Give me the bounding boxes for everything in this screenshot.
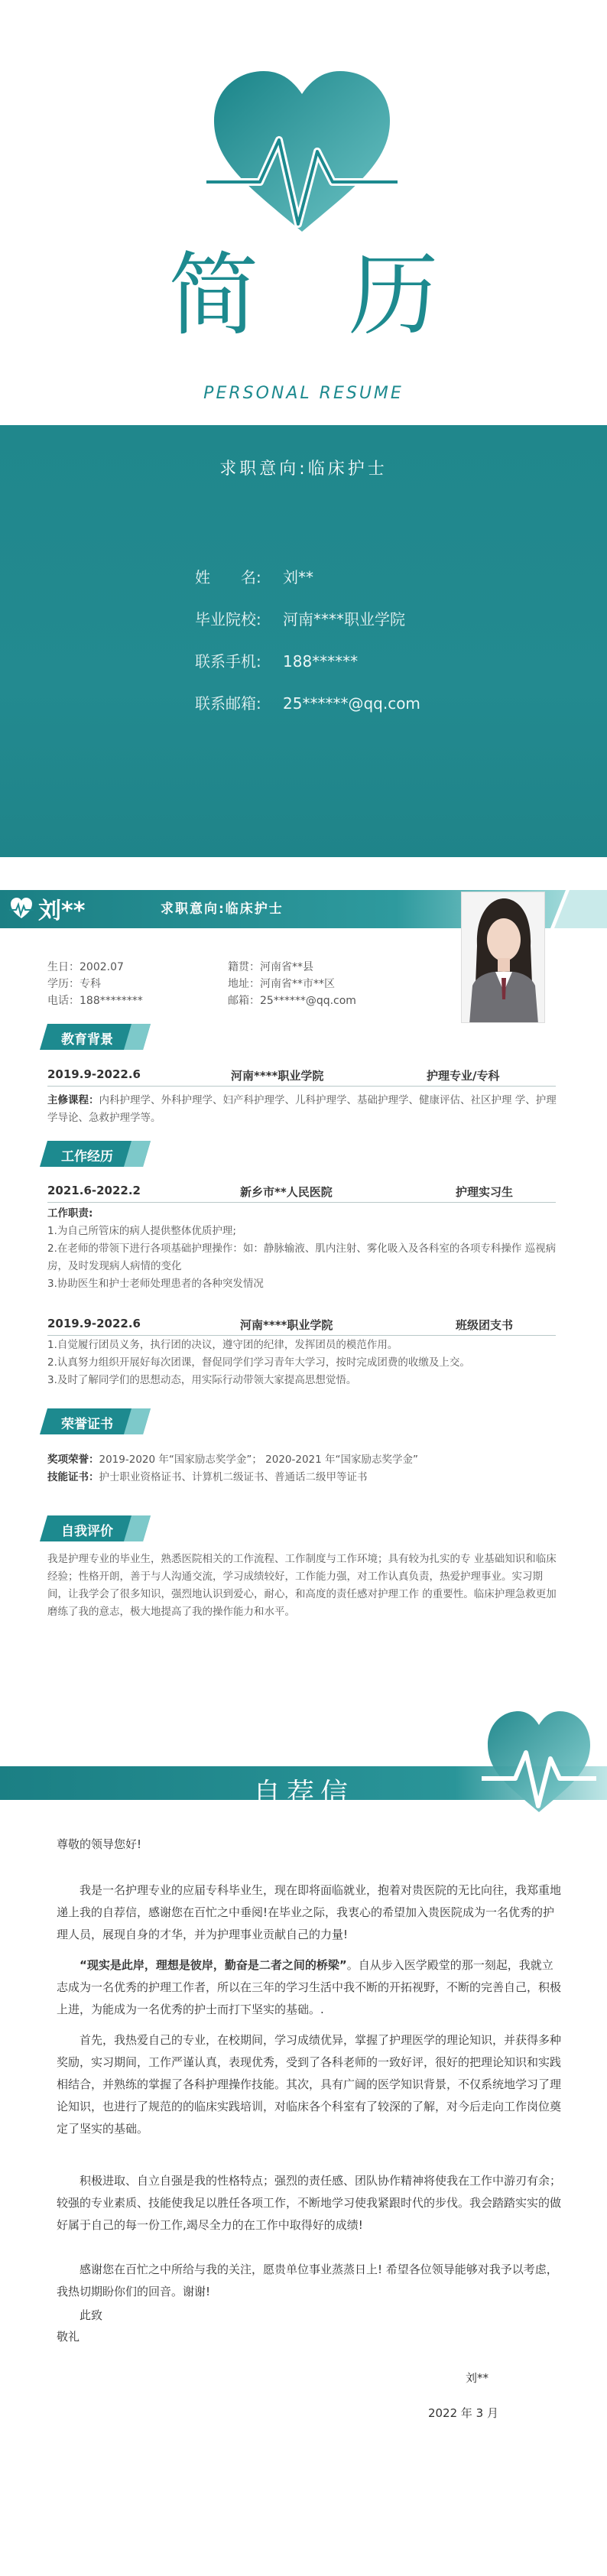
cover-info-label: 毕业院校: [195,610,261,629]
divider [47,1335,556,1336]
section-education [40,1024,151,1050]
duty-line: 1.自觉履行团员义务，执行团的决议，遵守团的纪律，发挥团员的模范作用。 [47,1339,398,1351]
honors [47,1451,560,1486]
basic-info-left [47,959,246,1009]
cover-info-label: 姓 名: [195,568,261,586]
cover-info-row [195,567,420,587]
courses-text: 内科护理学、外科护理学、妇产科护理学、儿科护理学、基础护理学、健康评估、社区护理 学、护理学导论、急救护理学等。 [47,1094,557,1124]
letter-date: 2022 年 3 月 [427,2406,498,2420]
cover-objective: 求职意向:临床护士 [219,460,388,479]
work-role: 班级团支书 [456,1318,514,1332]
heart-pulse-icon [9,896,34,921]
education-courses [47,1092,560,1127]
awards-text: 2019-2020 年“国家励志奖学金”； 2020-2021 年“国家励志奖学金” [99,1454,419,1466]
section-education-title: 教育背景 [61,1032,113,1048]
awards-label: 奖项荣誉： [47,1454,99,1466]
letter-paragraph: 我是一名护理专业的应届专科毕业生，现在即将面临就业，抱着对贵医院的无比向往，我郑重地递上我的自荐信，感谢您在百忙之中垂阅!在毕业之际，我衷心的希望加入贵医院成为一名优秀的护理人员，展现自身的才华，并为护理事业贡献自己的力量! [57,1883,562,1941]
letter-paragraph: 积极进取、自立自强是我的性格特点；强烈的责任感、团队协作精神将使我在工作中游刃有余；较强的专业素质、技能使我足以胜任各项工作，不断地学习使我紧跟时代的步伐。我会踏踏实实的做好属于自己的每一份工作,竭尽全力的在工作中取得好的成绩! [57,2174,562,2232]
cover-info-value: 188****** [283,652,359,671]
heart-pulse-logo [206,67,398,251]
certs-text: 护士职业资格证书、计算机二级证书、普通话二级甲等证书 [99,1471,368,1483]
certs-row [47,1469,560,1486]
section-work-title: 工作经历 [61,1149,113,1165]
divider [47,1202,556,1203]
cover-info-row [195,694,420,713]
resume-name: 刘** [38,898,86,924]
cover-info-value: 刘** [283,568,313,586]
work-period: 2021.6-2022.2 [47,1184,141,1197]
cover-info-label: 联系手机: [195,652,261,671]
education-period: 2019.9-2022.6 [47,1067,141,1081]
cover-subtitle: PERSONAL RESUME [203,384,404,403]
origin: 籍贯：河南省**县 [228,961,313,973]
letter-paragraph: 首先，我热爱自己的专业，在校期间，学习成绩优异，掌握了护理医学的理论知识，并获得多种奖励，实习期间，工作严谨认真，表现优秀，受到了各科老师的一致好评，很好的把理论知识和实践相结合，并熟练的掌握了各科护理操作技能。其次，具有广阔的医学知识背景，不仅系统地学习了理论知识，也进行了规范的的临床实践培训，对临床各个科室有了较深的了解，对今后走向工作岗位奠定了坚实的基础。 [57,2033,562,2136]
cover-info [195,567,420,736]
work-org: 河南****职业学院 [240,1318,333,1332]
courses-label: 主修课程： [47,1094,99,1106]
letter-closing: 此致 [80,2308,103,2322]
address: 地址：河南省**市**区 [228,978,335,990]
cover-info-label: 联系邮箱: [195,694,261,713]
duty-line: 3.及时了解同学们的思想动态，用实际行动带领大家提高思想觉悟。 [47,1374,357,1386]
section-self-title: 自我评价 [61,1524,113,1539]
cover-info-row [195,609,420,629]
email: 邮箱：25******@qq.com [228,995,356,1007]
letter-quote-rest: 。自从步入医学殿堂的那一刻起，我就立志成为一名优秀的护理工作者，所以在三年的学习生活中我不断的开拓视野，不断的完善自己，积极上进，为能成为一名优秀的护士而打下坚实的基础。. [57,1958,562,2016]
work-org: 新乡市**人民医院 [240,1185,333,1199]
duty-line: 2.认真努力组织开展好每次团课，督促同学们学习青年大学习，按时完成团费的收缴及上交。 [47,1356,470,1369]
section-honors [40,1408,151,1434]
section-self [40,1515,151,1541]
section-work [40,1141,151,1167]
resume-objective: 求职意向:临床护士 [161,901,284,917]
cover-band [0,425,607,857]
work-duties [47,1205,560,1293]
awards-row [47,1451,560,1469]
work-period: 2019.9-2022.6 [47,1317,141,1330]
section-honors-title: 荣誉证书 [61,1417,113,1432]
cover-info-value: 河南****职业学院 [283,610,405,629]
education-school: 河南****职业学院 [231,1069,324,1083]
letter-paragraph [57,1954,561,2021]
profile-photo [461,892,545,1023]
letter-closing: 敬礼 [57,2330,80,2344]
work-duties [47,1337,560,1389]
self-evaluation: 我是护理专业的毕业生，熟悉医院相关的工作流程、工作制度与工作环境；具有较为扎实的专 业基础知识和临床经验；性格开朗，善于与人沟通交流，学习成绩较好，工作能力强，对工作认真负责，热爱护理事业。实习期间，让我学会了很多知识，强烈地认识到爱心，耐心，和高度的责任感对护理工作 的重要性。临床护理急救更加磨练了我的意志，极大地提高了我的操作能力和水平。 [47,1553,557,1618]
duty-label: 工作职责: [47,1207,93,1220]
letter-paragraph: 感谢您在百忙之中所给与我的关注，愿贵单位事业蒸蒸日上! 希望各位领导能够对我予以考虑，我热切期盼你们的回音。谢谢! [57,2263,558,2298]
name-block [9,892,85,925]
heart-pulse-logo [482,1705,596,1820]
education-major: 护理专业/专科 [427,1069,500,1083]
phone: 电话：188******** [47,995,143,1007]
letter-quote: “现实是此岸，理想是彼岸，勤奋是二者之间的桥梁” [80,1958,347,1972]
letter-greeting: 尊敬的领导您好! [57,1837,142,1851]
cover-info-row [195,651,420,671]
basic-info-right [228,959,427,1009]
duty-line: 1.为自己所管床的病人提供整体优质护理; [47,1225,236,1237]
cover-info-value: 25******@qq.com [283,694,420,713]
divider [47,1086,556,1087]
birth: 生日：2002.07 [47,961,124,973]
letter-title: 自荐信 [252,1778,354,1809]
letter-signature: 刘** [465,2371,489,2385]
duty-line: 3.协助医生和护士老师处理患者的各种突发情况 [47,1278,264,1290]
certs-label: 技能证书： [47,1471,99,1483]
work-role: 护理实习生 [456,1185,514,1199]
education-level: 学历：专科 [47,978,101,990]
cover-title: 简 历 [168,242,469,348]
duty-line: 2.在老师的带领下进行各项基础护理操作：如：静脉输液、肌内注射、雾化吸入及各科室的各项专科操作 巡视病房，及时发现病人病情的变化 [47,1243,557,1272]
